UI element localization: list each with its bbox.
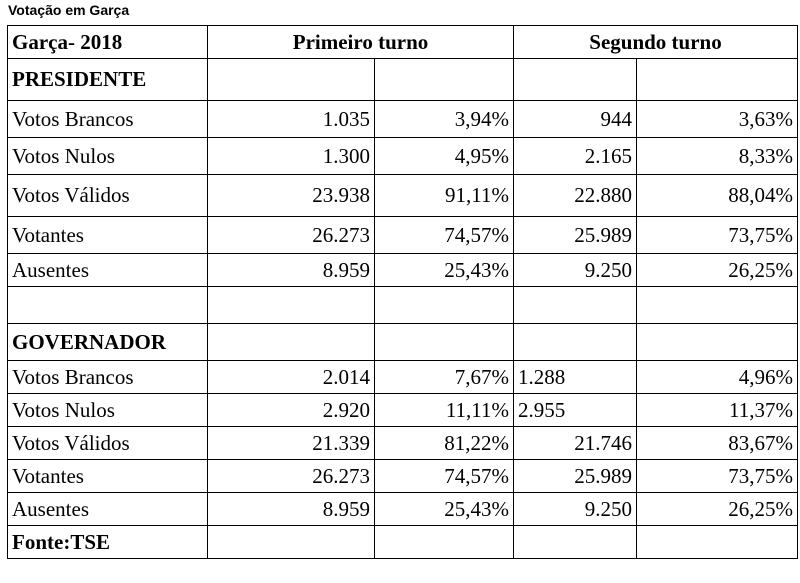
table-row xyxy=(8,493,798,526)
row-label[interactable]: Votos Válidos xyxy=(8,427,208,460)
header-corner[interactable]: Garça- 2018 xyxy=(8,26,208,59)
row-label[interactable]: Votos Brancos xyxy=(8,101,208,138)
empty-cell[interactable] xyxy=(208,526,375,559)
round1-value[interactable]: 2.920 xyxy=(208,394,375,427)
empty-cell[interactable] xyxy=(514,287,637,324)
empty-cell[interactable] xyxy=(375,59,514,101)
row-label[interactable]: Ausentes xyxy=(8,493,208,526)
table-row xyxy=(8,138,798,175)
table-row xyxy=(8,175,798,217)
empty-cell[interactable] xyxy=(8,287,208,324)
round2-percent[interactable]: 26,25% xyxy=(637,493,798,526)
empty-cell[interactable] xyxy=(208,59,375,101)
round1-value[interactable]: 8.959 xyxy=(208,254,375,287)
round1-percent[interactable]: 25,43% xyxy=(375,493,514,526)
round1-value[interactable]: 23.938 xyxy=(208,175,375,217)
table-row xyxy=(8,394,798,427)
section-row xyxy=(8,324,798,361)
source-note[interactable]: Fonte:TSE xyxy=(8,526,208,559)
spacer-row xyxy=(8,287,798,324)
round2-percent[interactable]: 73,75% xyxy=(637,460,798,493)
round1-value[interactable]: 26.273 xyxy=(208,217,375,254)
round1-value[interactable]: 21.339 xyxy=(208,427,375,460)
row-label[interactable]: Votos Brancos xyxy=(8,361,208,394)
round2-percent[interactable]: 83,67% xyxy=(637,427,798,460)
table-row xyxy=(8,427,798,460)
round2-value[interactable]: 1.288 xyxy=(514,361,637,394)
table-row xyxy=(8,101,798,138)
round1-value[interactable]: 1.035 xyxy=(208,101,375,138)
empty-cell[interactable] xyxy=(208,287,375,324)
row-label[interactable]: Votantes xyxy=(8,460,208,493)
round1-value[interactable]: 2.014 xyxy=(208,361,375,394)
header-row xyxy=(8,26,798,59)
round2-percent[interactable]: 4,96% xyxy=(637,361,798,394)
row-label[interactable]: Votos Nulos xyxy=(8,394,208,427)
round2-percent[interactable]: 73,75% xyxy=(637,217,798,254)
row-label[interactable]: Votos Nulos xyxy=(8,138,208,175)
round2-percent[interactable]: 8,33% xyxy=(637,138,798,175)
empty-cell[interactable] xyxy=(514,324,637,361)
empty-cell[interactable] xyxy=(514,59,637,101)
empty-cell[interactable] xyxy=(514,526,637,559)
empty-cell[interactable] xyxy=(637,526,798,559)
round2-percent[interactable]: 88,04% xyxy=(637,175,798,217)
round2-value[interactable]: 944 xyxy=(514,101,637,138)
round2-value[interactable]: 9.250 xyxy=(514,493,637,526)
table-row xyxy=(8,460,798,493)
round2-value[interactable]: 9.250 xyxy=(514,254,637,287)
round2-percent[interactable]: 11,37% xyxy=(637,394,798,427)
round2-value[interactable]: 2.955 xyxy=(514,394,637,427)
empty-cell[interactable] xyxy=(208,324,375,361)
round1-percent[interactable]: 25,43% xyxy=(375,254,514,287)
empty-cell[interactable] xyxy=(637,324,798,361)
round1-value[interactable]: 26.273 xyxy=(208,460,375,493)
round2-value[interactable]: 25.989 xyxy=(514,217,637,254)
section-title-presidente[interactable]: PRESIDENTE xyxy=(8,59,208,101)
sheet-title: Votação em Garça xyxy=(8,2,130,18)
section-row xyxy=(8,59,798,101)
empty-cell[interactable] xyxy=(637,59,798,101)
round1-percent[interactable]: 3,94% xyxy=(375,101,514,138)
header-round2[interactable]: Segundo turno xyxy=(514,26,798,59)
election-table xyxy=(7,25,798,559)
row-label[interactable]: Votantes xyxy=(8,217,208,254)
round2-value[interactable]: 2.165 xyxy=(514,138,637,175)
round1-percent[interactable]: 7,67% xyxy=(375,361,514,394)
empty-cell[interactable] xyxy=(375,287,514,324)
round2-value[interactable]: 22.880 xyxy=(514,175,637,217)
round1-percent[interactable]: 81,22% xyxy=(375,427,514,460)
table-row xyxy=(8,254,798,287)
empty-cell[interactable] xyxy=(637,287,798,324)
round1-value[interactable]: 8.959 xyxy=(208,493,375,526)
round1-percent[interactable]: 91,11% xyxy=(375,175,514,217)
table-row xyxy=(8,361,798,394)
round2-percent[interactable]: 26,25% xyxy=(637,254,798,287)
round1-value[interactable]: 1.300 xyxy=(208,138,375,175)
round1-percent[interactable]: 11,11% xyxy=(375,394,514,427)
row-label[interactable]: Ausentes xyxy=(8,254,208,287)
round2-value[interactable]: 25.989 xyxy=(514,460,637,493)
round1-percent[interactable]: 74,57% xyxy=(375,460,514,493)
round2-value[interactable]: 21.746 xyxy=(514,427,637,460)
section-title-governador[interactable]: GOVERNADOR xyxy=(8,324,208,361)
round1-percent[interactable]: 74,57% xyxy=(375,217,514,254)
round2-percent[interactable]: 3,63% xyxy=(637,101,798,138)
empty-cell[interactable] xyxy=(375,526,514,559)
footer-row xyxy=(8,526,798,559)
row-label[interactable]: Votos Válidos xyxy=(8,175,208,217)
table-row xyxy=(8,217,798,254)
round1-percent[interactable]: 4,95% xyxy=(375,138,514,175)
empty-cell[interactable] xyxy=(375,324,514,361)
header-round1[interactable]: Primeiro turno xyxy=(208,26,514,59)
